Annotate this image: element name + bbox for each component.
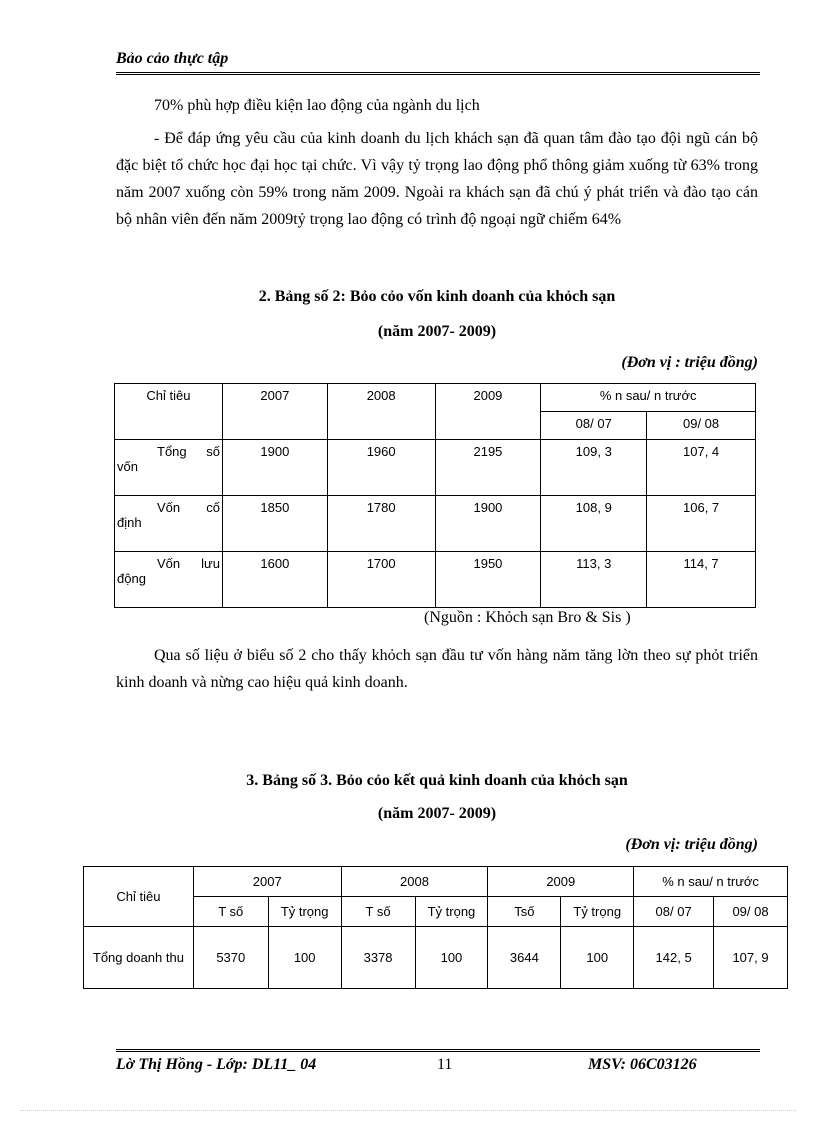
table2-subtitle: (năm 2007- 2009)	[377, 805, 497, 822]
cell-2007: 1850	[222, 496, 327, 552]
cell-2009: 2195	[435, 440, 541, 496]
cell-ratio-1: 113, 3	[541, 552, 647, 608]
table1-source: (Nguồn : Khỏch sạn Bro & Sis )	[424, 609, 631, 626]
row-label: Tổng số vốn	[115, 440, 223, 496]
header-ratio-1: 08/ 07	[541, 412, 647, 440]
header-pct: % n sau/ n trước	[541, 384, 756, 412]
capital-table	[114, 383, 756, 608]
cell-ratio-2: 106, 7	[647, 496, 756, 552]
row-label: Vốn cố định	[115, 496, 223, 552]
header-tso-2009: Tsố	[488, 897, 561, 927]
header-tso-2007: T số	[193, 897, 268, 927]
header-ratio-2: 09/ 08	[714, 897, 788, 927]
row-label: Vốn lưu động	[115, 552, 223, 608]
table2-title: 3. Bảng số 3. Bỏo cỏo kết quả kinh doanh của khỏch sạn	[246, 772, 628, 789]
cell-ratio-1: 109, 3	[541, 440, 647, 496]
paragraph-intro: 70% phù hợp điều kiện lao động của ngành du lịch	[154, 97, 480, 114]
header-ratio-2: 09/ 08	[647, 412, 756, 440]
cell-2007: 1600	[222, 552, 327, 608]
cell-ty-trong-2008: 100	[415, 927, 488, 989]
header-pct: % n sau/ n trước	[634, 867, 788, 897]
header-2008: 2008	[341, 867, 488, 897]
table1-subtitle: (năm 2007- 2009)	[377, 323, 497, 340]
footer-author: Lờ Thị Hồng - Lớp: DL11_ 04	[116, 1056, 317, 1073]
cell-ty-trong-2009: 100	[561, 927, 634, 989]
cell-2009: 1900	[435, 496, 541, 552]
page-edge-divider	[20, 1110, 796, 1111]
business-result-table	[83, 866, 788, 989]
table-row	[115, 552, 756, 608]
cell-2009: 1950	[435, 552, 541, 608]
cell-2008: 1700	[327, 552, 435, 608]
cell-tso-2007: 5370	[193, 927, 268, 989]
cell-2007: 1900	[222, 440, 327, 496]
report-header-title: Bảo cảo thực tập	[116, 50, 229, 67]
header-ty-trong-2009: Tỷ trọng	[561, 897, 634, 927]
page-number: 11	[437, 1056, 453, 1073]
cell-tso-2009: 3644	[488, 927, 561, 989]
header-ty-trong-2007: Tỷ trọng	[268, 897, 341, 927]
cell-ratio-1: 142, 5	[634, 927, 714, 989]
header-tso-2008: T số	[341, 897, 415, 927]
header-2008: 2008	[327, 384, 435, 440]
header-ratio-1: 08/ 07	[634, 897, 714, 927]
cell-ratio-2: 107, 9	[714, 927, 788, 989]
table1-title: 2. Bảng số 2: Bỏo cỏo vốn kinh doanh của khỏch sạn	[258, 288, 616, 305]
header-2007: 2007	[193, 867, 341, 897]
cell-ratio-2: 107, 4	[647, 440, 756, 496]
paragraph-training: - Để đáp ứng yêu cầu của kinh doanh du lịch khách sạn đã quan tâm đào tạo đội ngũ cán bộ đặc biệt tổ chức học đại học tại chức. Vì vậy tỷ trọng lao động phổ thông giảm xuống từ 63% trong năm 2007 xuống còn 59% trong năm 2009. Ngoài ra khách sạn đã chú ý phát triển và đào tạo cán bộ nhân viên đến năm 2009tỷ trọng lao động có trình độ ngoại ngữ chiếm 64%	[116, 130, 758, 228]
header-rule	[116, 72, 760, 75]
table1-unit: (Đơn vị : triệu đồng)	[621, 354, 758, 371]
header-indicator: Chỉ tiêu	[115, 384, 223, 440]
header-ty-trong-2008: Tỷ trọng	[415, 897, 488, 927]
cell-ty-trong-2007: 100	[268, 927, 341, 989]
footer-rule	[116, 1049, 760, 1052]
table-row	[115, 496, 756, 552]
row-label: Tổng doanh thu	[84, 927, 194, 989]
header-2009: 2009	[488, 867, 634, 897]
header-indicator: Chỉ tiêu	[84, 867, 194, 927]
cell-2008: 1780	[327, 496, 435, 552]
header-2007: 2007	[222, 384, 327, 440]
cell-ratio-1: 108, 9	[541, 496, 647, 552]
cell-2008: 1960	[327, 440, 435, 496]
paragraph-analysis: Qua số liệu ở biểu số 2 cho thấy khỏch sạn đầu tư vốn hàng năm tăng lờn theo sự phỏt triển kinh doanh và nừng cao hiệu quả kinh doanh.	[116, 647, 758, 691]
table-row	[84, 927, 788, 989]
table2-unit: (Đơn vị: triệu đồng)	[625, 836, 758, 853]
cell-tso-2008: 3378	[341, 927, 415, 989]
footer-student-id: MSV: 06C03126	[588, 1056, 697, 1073]
table-row	[115, 440, 756, 496]
cell-ratio-2: 114, 7	[647, 552, 756, 608]
header-2009: 2009	[435, 384, 541, 440]
